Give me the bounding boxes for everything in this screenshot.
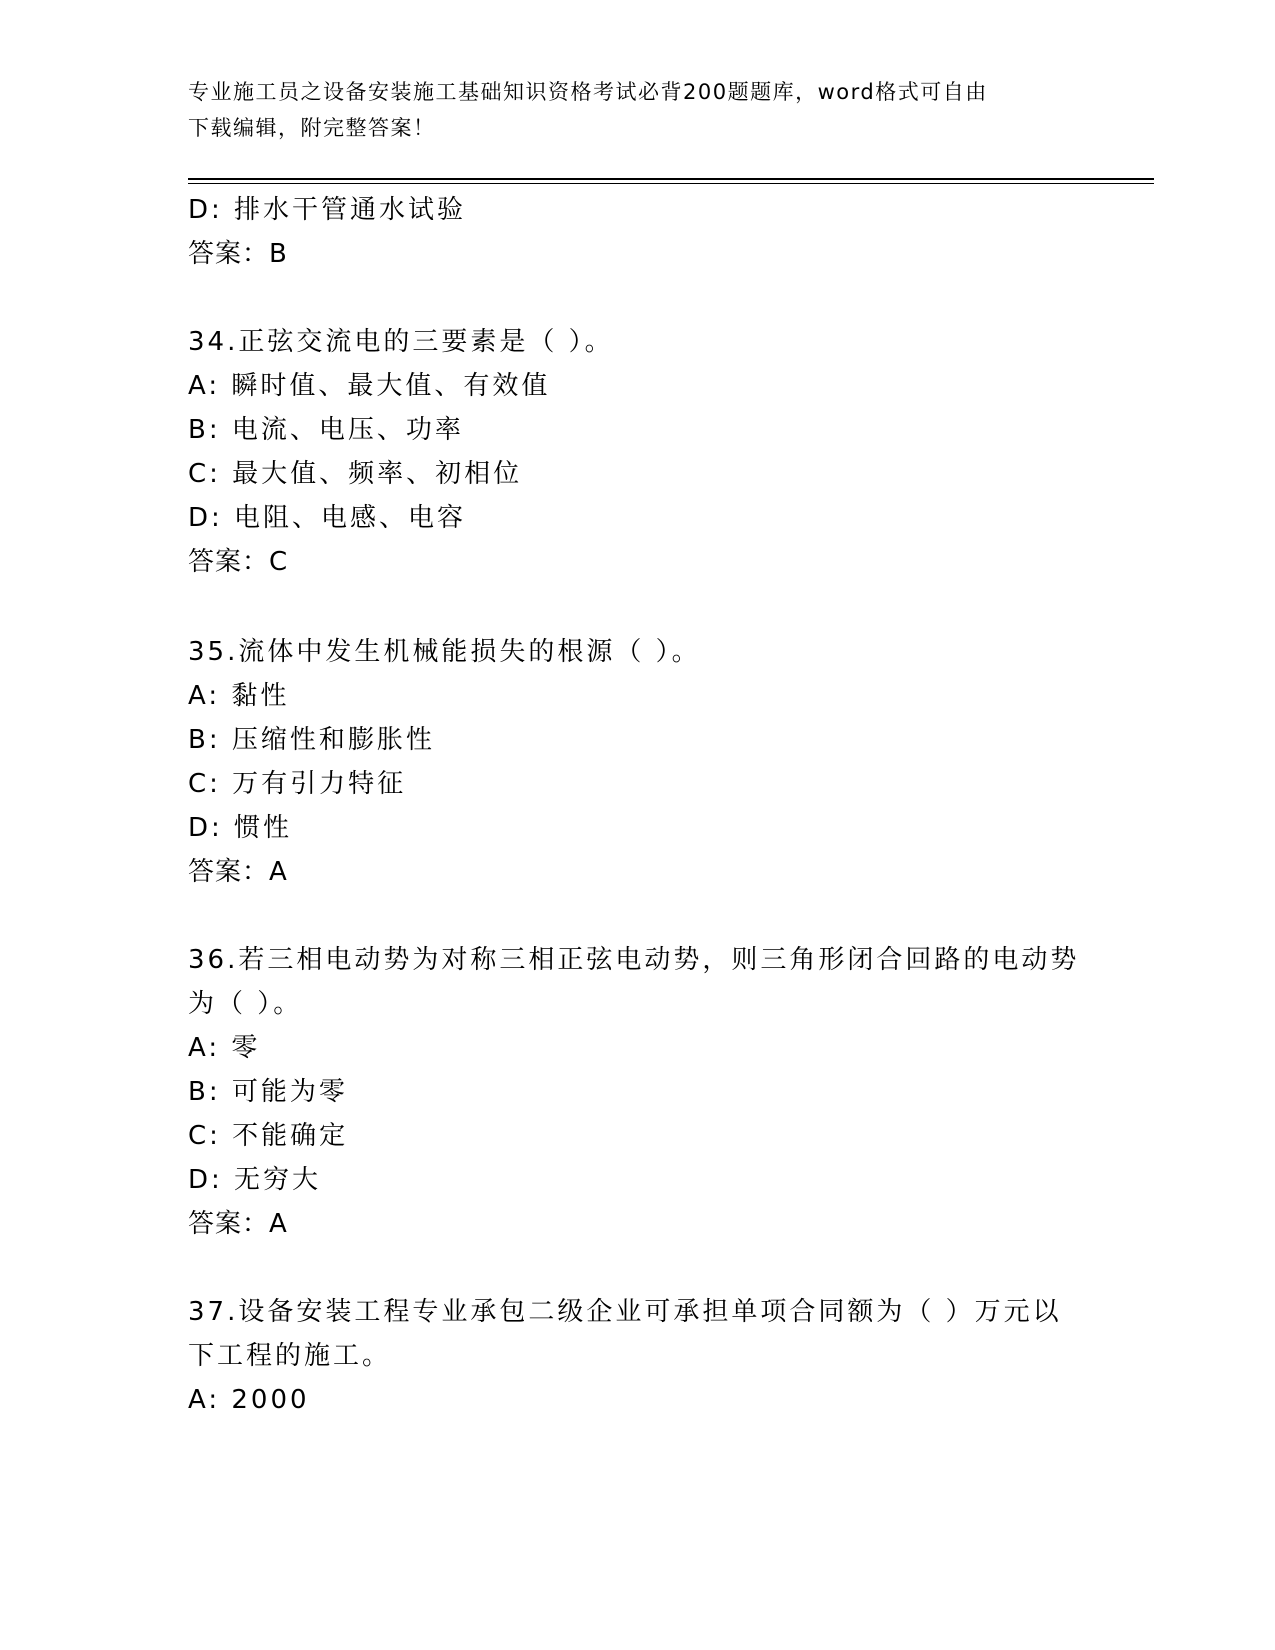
q36-option-a: A: 零 — [188, 1033, 261, 1063]
q36-stem-line-2: 为（ ）。 — [188, 989, 303, 1019]
q35-stem: 35.流体中发生机械能损失的根源（ ）。 — [188, 637, 701, 667]
q34-option-b: B: 电流、电压、功率 — [188, 415, 464, 445]
q37-option-a: A: 2000 — [188, 1385, 310, 1415]
q36-answer: 答案：A — [188, 1209, 288, 1239]
header-line-1: 专业施工员之设备安装施工基础知识资格考试必背200题题库，word格式可自由 — [188, 80, 988, 104]
q35-option-c: C: 万有引力特征 — [188, 769, 407, 799]
q37-stem-line-2: 下工程的施工。 — [188, 1341, 392, 1371]
q34-answer: 答案：C — [188, 547, 289, 577]
q36-option-d: D: 无穷大 — [188, 1165, 322, 1195]
q36-stem-line-1: 36.若三相电动势为对称三相正弦电动势，则三角形闭合回路的电动势 — [188, 945, 1080, 975]
q34-option-d: D: 电阻、电感、电容 — [188, 503, 467, 533]
q36-option-b: B: 可能为零 — [188, 1077, 348, 1107]
q35-option-d: D: 惯性 — [188, 813, 293, 843]
q36-option-c: C: 不能确定 — [188, 1121, 349, 1151]
prev-option-d: D: 排水干管通水试验 — [188, 195, 467, 225]
q35-option-a: A: 黏性 — [188, 681, 290, 711]
document-header — [188, 74, 1088, 146]
prev-answer: 答案：B — [188, 239, 288, 269]
header-divider-thin — [188, 183, 1154, 184]
q37-stem-line-1: 37.设备安装工程专业承包二级企业可承担单项合同额为（ ）万元以 — [188, 1297, 1062, 1327]
header-line-2: 下载编辑，附完整答案！ — [188, 116, 436, 140]
q34-option-c: C: 最大值、频率、初相位 — [188, 459, 523, 489]
header-divider-thick — [188, 178, 1154, 180]
q34-stem: 34.正弦交流电的三要素是（ ）。 — [188, 327, 614, 357]
q34-option-a: A: 瞬时值、最大值、有效值 — [188, 371, 551, 401]
q35-option-b: B: 压缩性和膨胀性 — [188, 725, 435, 755]
q35-answer: 答案：A — [188, 857, 288, 887]
